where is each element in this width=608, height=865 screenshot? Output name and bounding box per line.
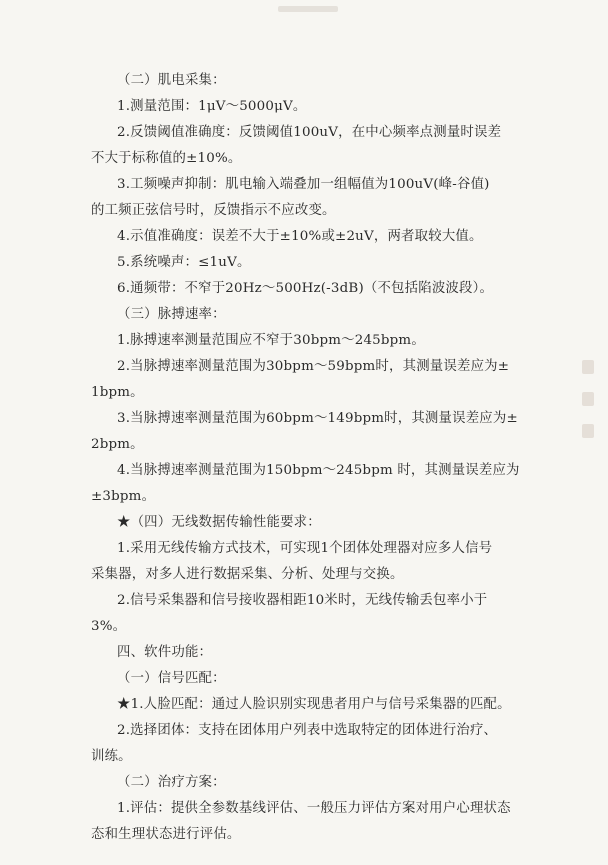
text-line: 不大于标称值的±10%。 — [91, 151, 242, 166]
text-line: 2.反馈阈值准确度：反馈阈值100uV，在中心频率点测量时误差 — [117, 125, 502, 140]
text-line: 1.评估：提供全参数基线评估、一般压力评估方案对用户心理状态 — [117, 801, 511, 816]
binding-stamp-marks — [582, 360, 600, 456]
text-line: 4.当脉搏速率测量范围为150bpm～245bpm 时，其测量误差应为 — [117, 463, 520, 478]
text-line: 2bpm。 — [91, 437, 144, 452]
text-line: 2.选择团体：支持在团体用户列表中选取特定的团体进行治疗、 — [117, 723, 498, 738]
text-line: 4.示值准确度：误差不大于±10%或±2uV，两者取较大值。 — [117, 229, 483, 244]
section-heading-pulse: （三）脉搏速率： — [117, 307, 226, 322]
text-line: 态和生理状态进行评估。 — [91, 827, 241, 842]
text-line: 1.采用无线传输方式技术，可实现1个团体处理器对应多人信号 — [117, 541, 493, 556]
text-line: ±3bpm。 — [91, 489, 156, 504]
text-line: 3.当脉搏速率测量范围为60bpm～149bpm时，其测量误差应为± — [117, 411, 518, 426]
text-line: 训练。 — [91, 749, 132, 764]
section-heading-plan: （二）治疗方案： — [117, 775, 226, 790]
text-line: 2.当脉搏速率测量范围为30bpm～59bpm时，其测量误差应为± — [117, 359, 510, 374]
text-line: 2.信号采集器和信号接收器相距10米时，无线传输丢包率小于 — [117, 593, 488, 608]
text-line: 3%。 — [91, 619, 127, 634]
scan-artifact — [278, 6, 338, 12]
section-heading-software: 四、软件功能： — [117, 645, 213, 660]
text-line: 6.通频带：不窄于20Hz～500Hz(-3dB)（不包括陷波波段）。 — [117, 281, 494, 296]
section-heading-emg: （二）肌电采集： — [117, 73, 226, 88]
text-line: 的工频正弦信号时，反馈指示不应改变。 — [91, 203, 336, 218]
text-line: ★1.人脸匹配：通过人脸识别实现患者用户与信号采集器的匹配。 — [117, 697, 511, 712]
text-line: 1bpm。 — [91, 385, 144, 400]
text-line: 1.测量范围：1μV～5000μV。 — [117, 99, 307, 114]
text-line: 1.脉搏速率测量范围应不窄于30bpm～245bpm。 — [117, 333, 425, 348]
text-line: 5.系统噪声：≤1uV。 — [117, 255, 251, 270]
text-line: 采集器，对多人进行数据采集、分析、处理与交换。 — [91, 567, 404, 582]
text-line: 3.工频噪声抑制：肌电输入端叠加一组幅值为100uV(峰-谷值) — [117, 177, 490, 192]
section-heading-signal: （一）信号匹配： — [117, 671, 226, 686]
section-heading-wireless: ★（四）无线数据传输性能要求： — [117, 515, 321, 530]
